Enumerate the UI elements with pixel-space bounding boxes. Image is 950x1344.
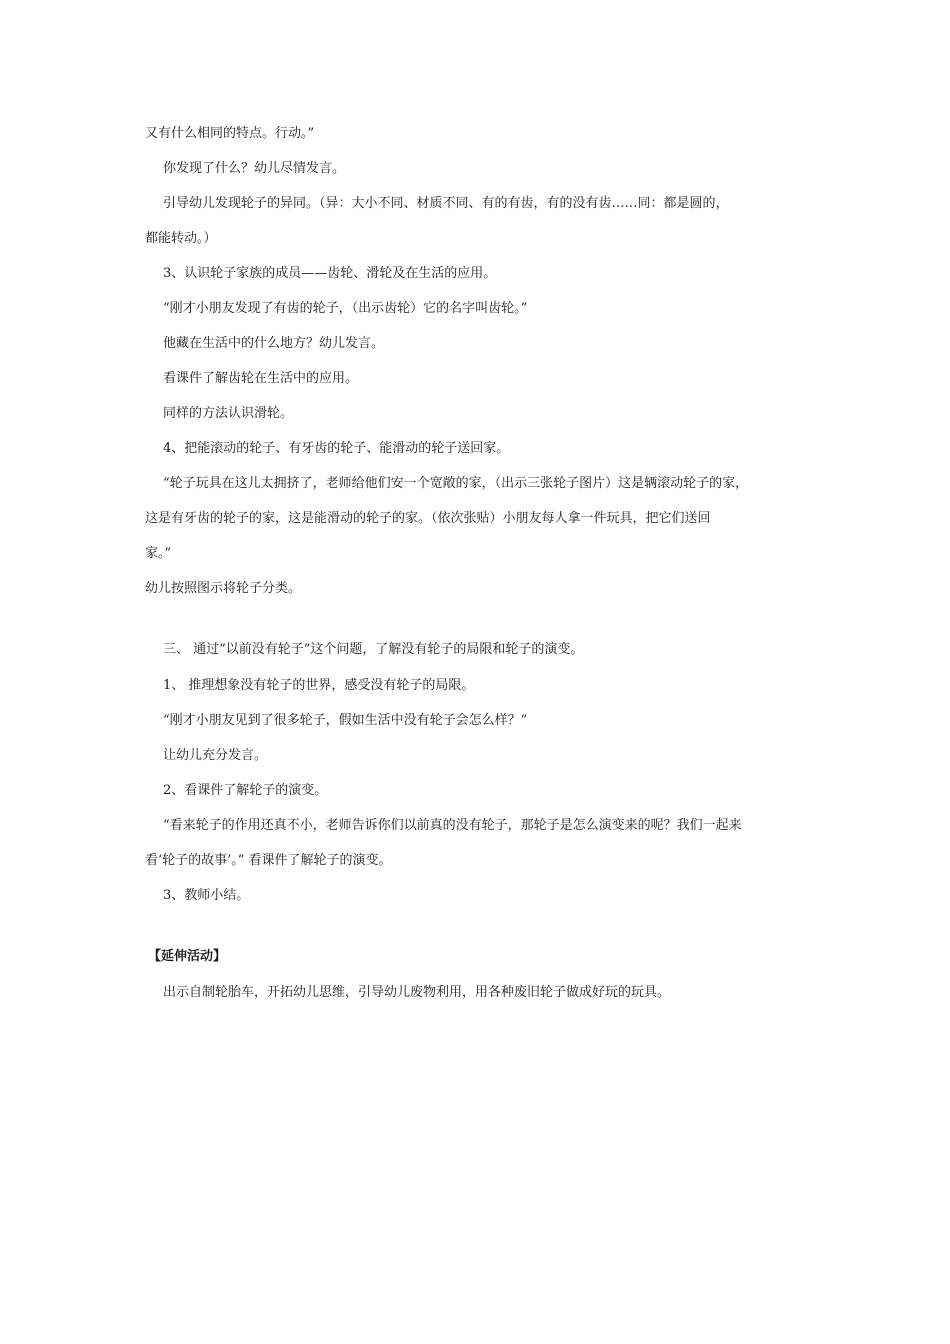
paragraph-line: 引导幼儿发现轮子的异同。（异：大小不同、材质不同、有的有齿，有的没有齿……同：都是圆的， (163, 196, 729, 211)
paragraph-line: 你发现了什么？幼儿尽情发言。 (163, 161, 346, 176)
section-item-3b: 3、教师小结。 (163, 888, 250, 903)
paragraph-line: 出示自制轮胎车，开拓幼儿思维，引导幼儿废物利用，用各种废旧轮子做成好玩的玩具。 (163, 985, 671, 1000)
paragraph-line: 都能转动。） (145, 231, 217, 246)
paragraph-line: 家。” (145, 546, 172, 561)
section-heading-3: 三、 通过“以前没有轮子”这个问题，了解没有轮子的局限和轮子的演变。 (163, 642, 584, 657)
extension-activity-heading: 【延伸活动】 (148, 949, 227, 964)
paragraph-line: 又有什么相同的特点。行动。” (145, 126, 315, 141)
paragraph-line: 同样的方法认识滑轮。 (163, 406, 294, 421)
paragraph-line: 幼儿按照图示将轮子分类。 (145, 581, 302, 596)
paragraph-line: 让幼儿充分发言。 (163, 748, 268, 763)
paragraph-line: “看来轮子的作用还真不小，老师告诉你们以前真的没有轮子，那轮子是怎么演变来的呢？我们一起来 (163, 818, 742, 833)
paragraph-line: 看‘轮子的故事’。” 看课件了解轮子的演变。 (145, 853, 392, 868)
paragraph-line: “轮子玩具在这儿太拥挤了，老师给他们安一个宽敞的家，（出示三张轮子图片）这是辆滚动轮子的家， (163, 476, 749, 491)
paragraph-line: 看课件了解齿轮在生活中的应用。 (163, 371, 359, 386)
paragraph-line: “刚才小朋友发现了有齿的轮子，（出示齿轮）它的名字叫齿轮。” (163, 301, 528, 316)
paragraph-line: 他藏在生活中的什么地方？幼儿发言。 (163, 336, 385, 351)
section-item-2: 2、看课件了解轮子的演变。 (163, 783, 328, 798)
paragraph-line: “刚才小朋友见到了很多轮子，假如生活中没有轮子会怎么样？” (163, 713, 528, 728)
paragraph-line: 这是有牙齿的轮子的家，这是能滑动的轮子的家。（依次张贴）小朋友每人拿一件玩具，把它们送回 (145, 511, 711, 526)
section-item-1: 1、 推理想象没有轮子的世界，感受没有轮子的局限。 (163, 678, 475, 693)
section-item-4: 4、把能滚动的轮子、有牙齿的轮子、能滑动的轮子送回家。 (163, 441, 510, 456)
section-item-3: 3、认识轮子家族的成员——齿轮、滑轮及在生活的应用。 (163, 266, 497, 281)
